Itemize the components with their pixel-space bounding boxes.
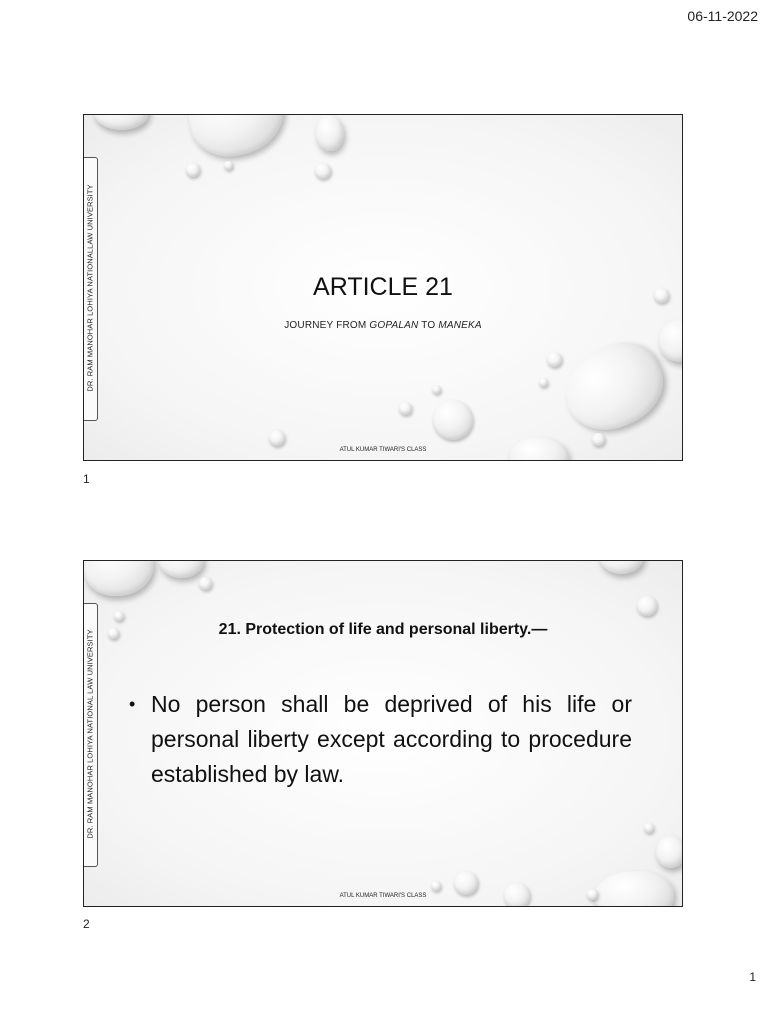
water-drop: [552, 330, 676, 445]
water-drop: [269, 430, 285, 446]
vertical-university-label: DR. RAM MANOHAR LOHIYA NATIONAL LAW UNIVERSITY: [85, 629, 95, 839]
print-date: 06-11-2022: [687, 8, 758, 24]
water-drop: [199, 577, 212, 590]
water-drop: [315, 163, 331, 179]
water-drop: [399, 402, 412, 415]
water-drop: [183, 114, 290, 163]
water-drop: [599, 560, 644, 574]
water-drop: [159, 560, 204, 578]
water-drop: [547, 352, 562, 367]
slide-number: 1: [83, 472, 90, 486]
water-drop: [84, 560, 154, 596]
water-drop: [224, 161, 233, 170]
vertical-university-label: DR. RAM MANOHAR LOHIYA NATIONALLAW UNIVERSITY: [85, 184, 95, 392]
water-drop: [454, 871, 478, 895]
bullet-text: No person shall be deprived of his life or personal liberty except according to procedure established by law.: [151, 691, 632, 787]
bullet-symbol: •: [129, 694, 136, 714]
water-drop: [94, 114, 149, 130]
slide-subtitle: JOURNEY FROM GOPALAN TO MANEKA: [284, 320, 482, 331]
slide-title: ARTICLE 21: [313, 273, 453, 301]
slide-footer: ATUL KUMAR TIWARI'S CLASS: [339, 893, 427, 899]
slide-2: [83, 560, 683, 907]
water-drop: [316, 115, 344, 151]
water-drop: [592, 433, 605, 446]
slide-1: [83, 114, 683, 461]
water-drop: [644, 823, 654, 833]
water-drop: [656, 836, 683, 868]
water-drop: [433, 400, 473, 440]
water-drop: [114, 611, 124, 621]
water-drop: [431, 881, 441, 891]
slide-footer: ATUL KUMAR TIWARI'S CLASS: [339, 447, 427, 453]
water-drop: [186, 163, 200, 177]
bullet-point: [129, 687, 632, 792]
water-drop: [637, 596, 657, 616]
section-heading: 21. Protection of life and personal liberty.—: [218, 621, 548, 638]
slide-number: 2: [83, 917, 90, 931]
water-drop: [594, 871, 674, 907]
page-number: 1: [749, 970, 756, 984]
water-drop: [539, 378, 548, 387]
water-drop: [432, 385, 441, 394]
